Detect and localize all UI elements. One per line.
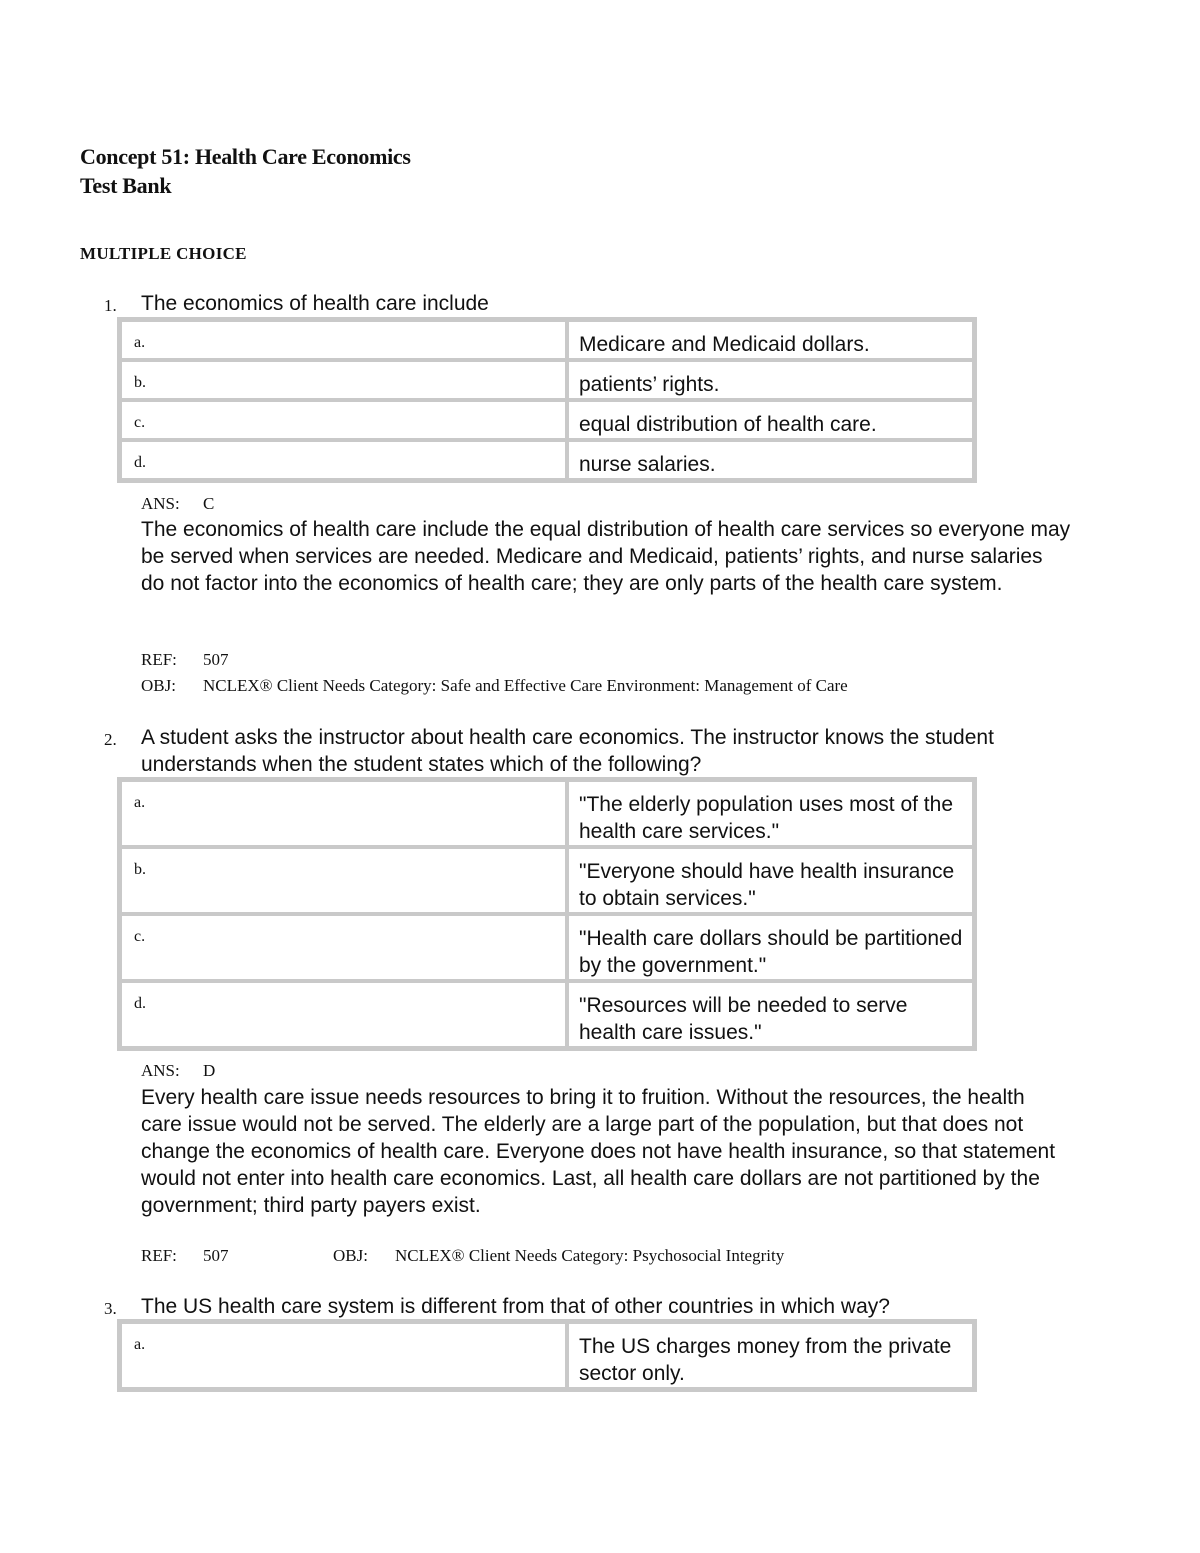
question-stem: The economics of health care include [141, 292, 489, 315]
option-row [120, 400, 974, 440]
option-row [120, 440, 974, 480]
question-number: 2. [104, 730, 117, 749]
option-row [120, 780, 974, 847]
option-text: "Health care dollars should be partitioned by the government." [567, 914, 974, 981]
answer-value: C [203, 494, 215, 513]
option-text: Medicare and Medicaid dollars. [567, 320, 974, 360]
page-title: Concept 51: Health Care Economics [80, 144, 411, 169]
obj-value: NCLEX® Client Needs Category: Safe and Effective Care Environment: Management of Care [203, 676, 848, 695]
rationale: The economics of health care include the equal distribution of health care services so everyone may be served when services are needed. Medicare and Medicaid, patients’ rights, and nurse salaries do not factor into the economics of health care; they are only parts of the health care system. [141, 518, 1071, 595]
option-letter: b. [120, 847, 567, 914]
answer-line [141, 1061, 215, 1081]
option-letter: c. [120, 400, 567, 440]
ref-label: REF: [141, 650, 177, 669]
answer-label: ANS: [141, 1061, 180, 1080]
obj-label: OBJ: [141, 676, 176, 695]
ref-line [141, 650, 229, 670]
question-stem: The US health care system is different from that of other countries in which way? [141, 1295, 890, 1318]
obj-line [141, 676, 848, 696]
option-text: "Everyone should have health insurance to obtain services." [567, 847, 974, 914]
option-text: "The elderly population uses most of the health care services." [567, 780, 974, 847]
option-row [120, 914, 974, 981]
option-letter: a. [120, 320, 567, 360]
obj-label: OBJ: [333, 1246, 368, 1265]
rationale: Every health care issue needs resources to bring it to fruition. Without the resources, the health care issue would not be served. The elderly are a large part of the population, but that does not change the economics of health care. Everyone does not have health insurance, so that statement would not enter into health care economics. Last, all health care dollars are not partitioned by the government; third party payers exist. [141, 1086, 1056, 1217]
options-table [117, 777, 977, 1051]
section-heading: MULTIPLE CHOICE [80, 244, 247, 263]
option-text: nurse salaries. [567, 440, 974, 480]
option-text: equal distribution of health care. [567, 400, 974, 440]
option-letter: d. [120, 440, 567, 480]
question-number: 1. [104, 296, 117, 315]
option-letter: b. [120, 360, 567, 400]
option-letter: c. [120, 914, 567, 981]
options-table [117, 317, 977, 483]
answer-label: ANS: [141, 494, 180, 513]
ref-value: 507 [203, 1246, 229, 1265]
option-text: The US charges money from the private sector only. [567, 1322, 974, 1389]
question-number: 3. [104, 1299, 117, 1318]
option-row [120, 981, 974, 1048]
option-row [120, 1322, 974, 1389]
answer-value: D [203, 1061, 216, 1080]
option-text: "Resources will be needed to serve health care issues." [567, 981, 974, 1048]
option-row [120, 360, 974, 400]
option-letter: a. [120, 1322, 567, 1389]
page-subtitle: Test Bank [80, 173, 172, 198]
answer-line [141, 494, 214, 514]
option-letter: a. [120, 780, 567, 847]
option-row [120, 320, 974, 360]
option-row [120, 847, 974, 914]
obj-value: NCLEX® Client Needs Category: Psychosocial Integrity [395, 1246, 785, 1265]
ref-value: 507 [203, 650, 229, 669]
options-table [117, 1319, 977, 1392]
question-stem: A student asks the instructor about health care economics. The instructor knows the student understands when the student states which of the following? [141, 726, 994, 776]
option-letter: d. [120, 981, 567, 1048]
option-text: patients’ rights. [567, 360, 974, 400]
ref-obj-line [141, 1246, 784, 1266]
ref-label: REF: [141, 1246, 177, 1265]
